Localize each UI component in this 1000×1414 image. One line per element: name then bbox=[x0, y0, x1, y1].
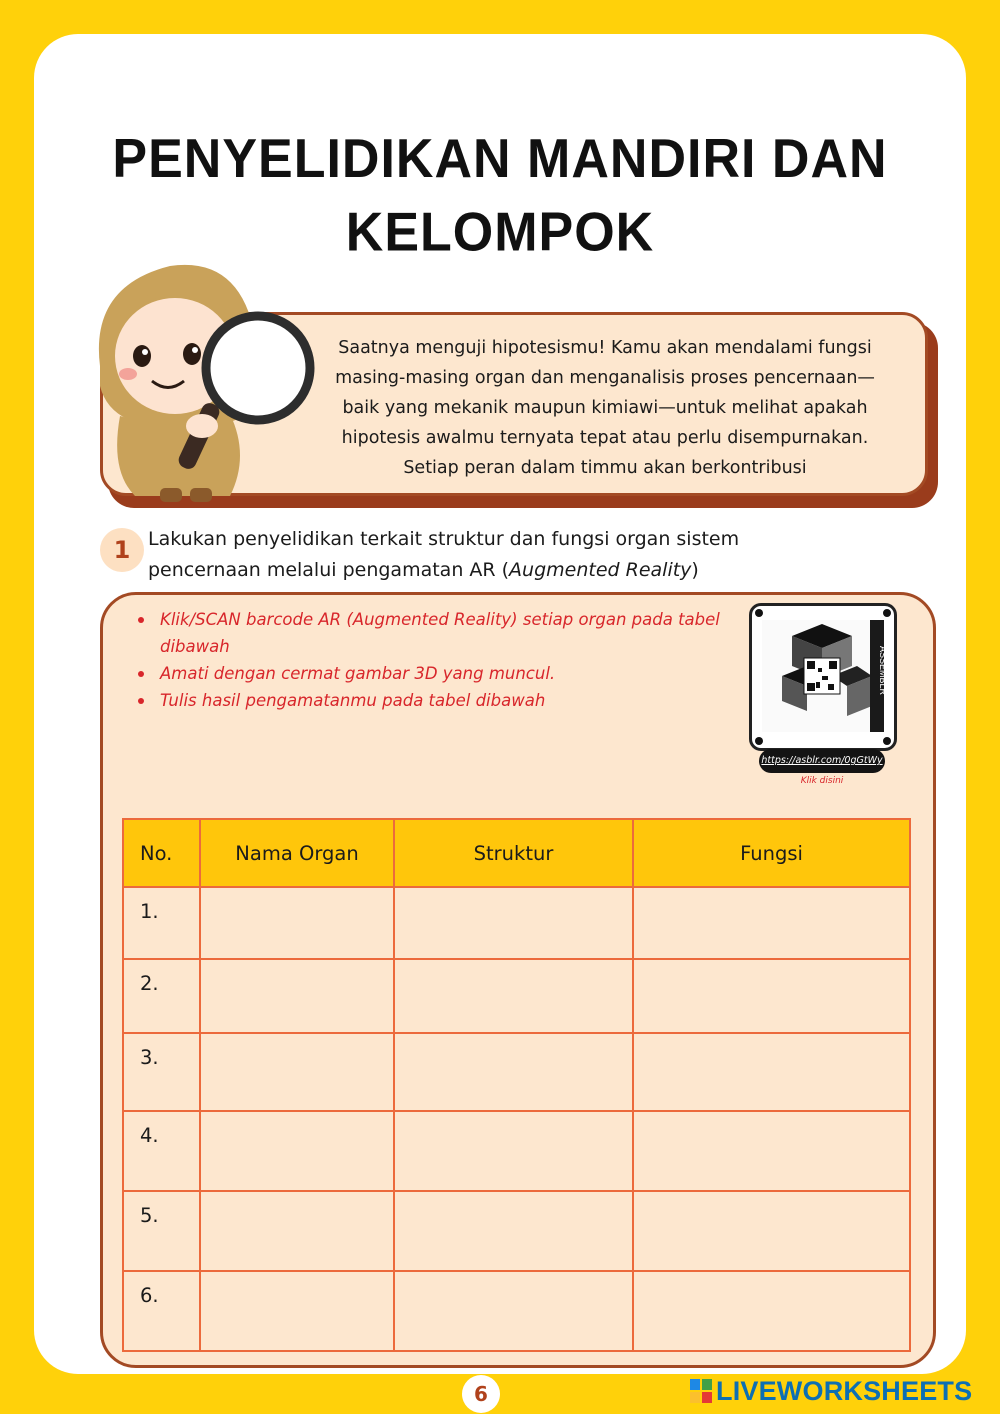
organ-name-cell[interactable] bbox=[200, 1271, 394, 1351]
corner-dot bbox=[755, 737, 763, 745]
table-row bbox=[123, 1191, 910, 1271]
organ-name-cell[interactable] bbox=[200, 1033, 394, 1111]
instruction-item: Klik/SCAN barcode AR (Augmented Reality) setiap organ pada tabel dibawah bbox=[160, 606, 760, 660]
structure-cell[interactable] bbox=[394, 959, 633, 1033]
step-instruction bbox=[148, 524, 828, 586]
organ-name-cell[interactable] bbox=[200, 1111, 394, 1191]
function-cell[interactable] bbox=[633, 1111, 910, 1191]
row-number: 1. bbox=[123, 887, 200, 959]
function-cell[interactable] bbox=[633, 1033, 910, 1111]
liveworksheets-logo[interactable] bbox=[690, 1376, 972, 1406]
intro-line: baik yang mekanik maupun kimiawi—untuk melihat apakah bbox=[342, 398, 868, 418]
intro-text bbox=[300, 333, 910, 483]
structure-cell[interactable] bbox=[394, 1271, 633, 1351]
structure-cell[interactable] bbox=[394, 887, 633, 959]
step-number-badge: 1 bbox=[100, 528, 144, 572]
corner-dot bbox=[883, 737, 891, 745]
table-header-row bbox=[123, 819, 910, 887]
qr-brand-text: ASSEMBLR bbox=[878, 646, 888, 696]
row-number: 4. bbox=[123, 1111, 200, 1191]
table-row bbox=[123, 1111, 910, 1191]
step-text-italic: Augmented Reality bbox=[509, 559, 692, 581]
instruction-item: Tulis hasil pengamatanmu pada tabel dibawah bbox=[160, 687, 760, 714]
step-text-line-2 bbox=[148, 555, 828, 586]
corner-dot bbox=[883, 609, 891, 617]
ar-qr-code-card[interactable] bbox=[749, 603, 897, 751]
step-text-suffix: ) bbox=[691, 559, 699, 581]
organ-name-cell[interactable] bbox=[200, 1191, 394, 1271]
table-row bbox=[123, 959, 910, 1033]
function-cell[interactable] bbox=[633, 1271, 910, 1351]
page-title bbox=[0, 123, 1000, 270]
qr-code-image bbox=[752, 606, 894, 748]
table-row bbox=[123, 887, 910, 959]
title-line-2: KELOMPOK bbox=[345, 202, 655, 264]
organ-name-cell[interactable] bbox=[200, 959, 394, 1033]
intro-line: hipotesis awalmu ternyata tepat atau perlu disempurnakan. bbox=[341, 428, 869, 448]
liveworksheets-wordmark: LIVEWORKSHEETS bbox=[716, 1375, 973, 1406]
table-row bbox=[123, 1033, 910, 1111]
step-text-line-1: Lakukan penyelidikan terkait struktur dan fungsi organ sistem bbox=[148, 528, 740, 550]
row-number: 5. bbox=[123, 1191, 200, 1271]
function-cell[interactable] bbox=[633, 887, 910, 959]
row-number: 2. bbox=[123, 959, 200, 1033]
liveworksheets-icon bbox=[690, 1379, 712, 1403]
intro-line: masing-masing organ dan menganalisis proses pencernaan— bbox=[335, 368, 875, 388]
header-nama-organ: Nama Organ bbox=[200, 819, 394, 887]
organ-name-cell[interactable] bbox=[200, 887, 394, 959]
row-number: 3. bbox=[123, 1033, 200, 1111]
character-with-magnifier-illustration bbox=[80, 256, 320, 506]
title-line-1: PENYELIDIKAN MANDIRI DAN bbox=[112, 128, 888, 190]
instruction-item: Amati dengan cermat gambar 3D yang muncul. bbox=[160, 660, 760, 687]
ar-link[interactable]: https://asblr.com/0gGtWy bbox=[759, 749, 885, 773]
function-cell[interactable] bbox=[633, 1191, 910, 1271]
row-number: 6. bbox=[123, 1271, 200, 1351]
intro-line: Setiap peran dalam timmu akan berkontribusi bbox=[403, 458, 807, 478]
structure-cell[interactable] bbox=[394, 1033, 633, 1111]
step-text-prefix: pencernaan melalui pengamatan AR ( bbox=[148, 559, 510, 581]
table-row bbox=[123, 1271, 910, 1351]
corner-dot bbox=[755, 609, 763, 617]
ar-click-label[interactable]: Klik disini bbox=[800, 776, 844, 786]
structure-cell[interactable] bbox=[394, 1191, 633, 1271]
function-cell[interactable] bbox=[633, 959, 910, 1033]
header-fungsi: Fungsi bbox=[633, 819, 910, 887]
page-number: 6 bbox=[462, 1375, 500, 1413]
instruction-list bbox=[130, 606, 760, 714]
header-no: No. bbox=[123, 819, 200, 887]
structure-cell[interactable] bbox=[394, 1111, 633, 1191]
observation-table bbox=[122, 818, 911, 1352]
header-struktur: Struktur bbox=[394, 819, 633, 887]
intro-line: Saatnya menguji hipotesismu! Kamu akan mendalami fungsi bbox=[338, 338, 872, 358]
